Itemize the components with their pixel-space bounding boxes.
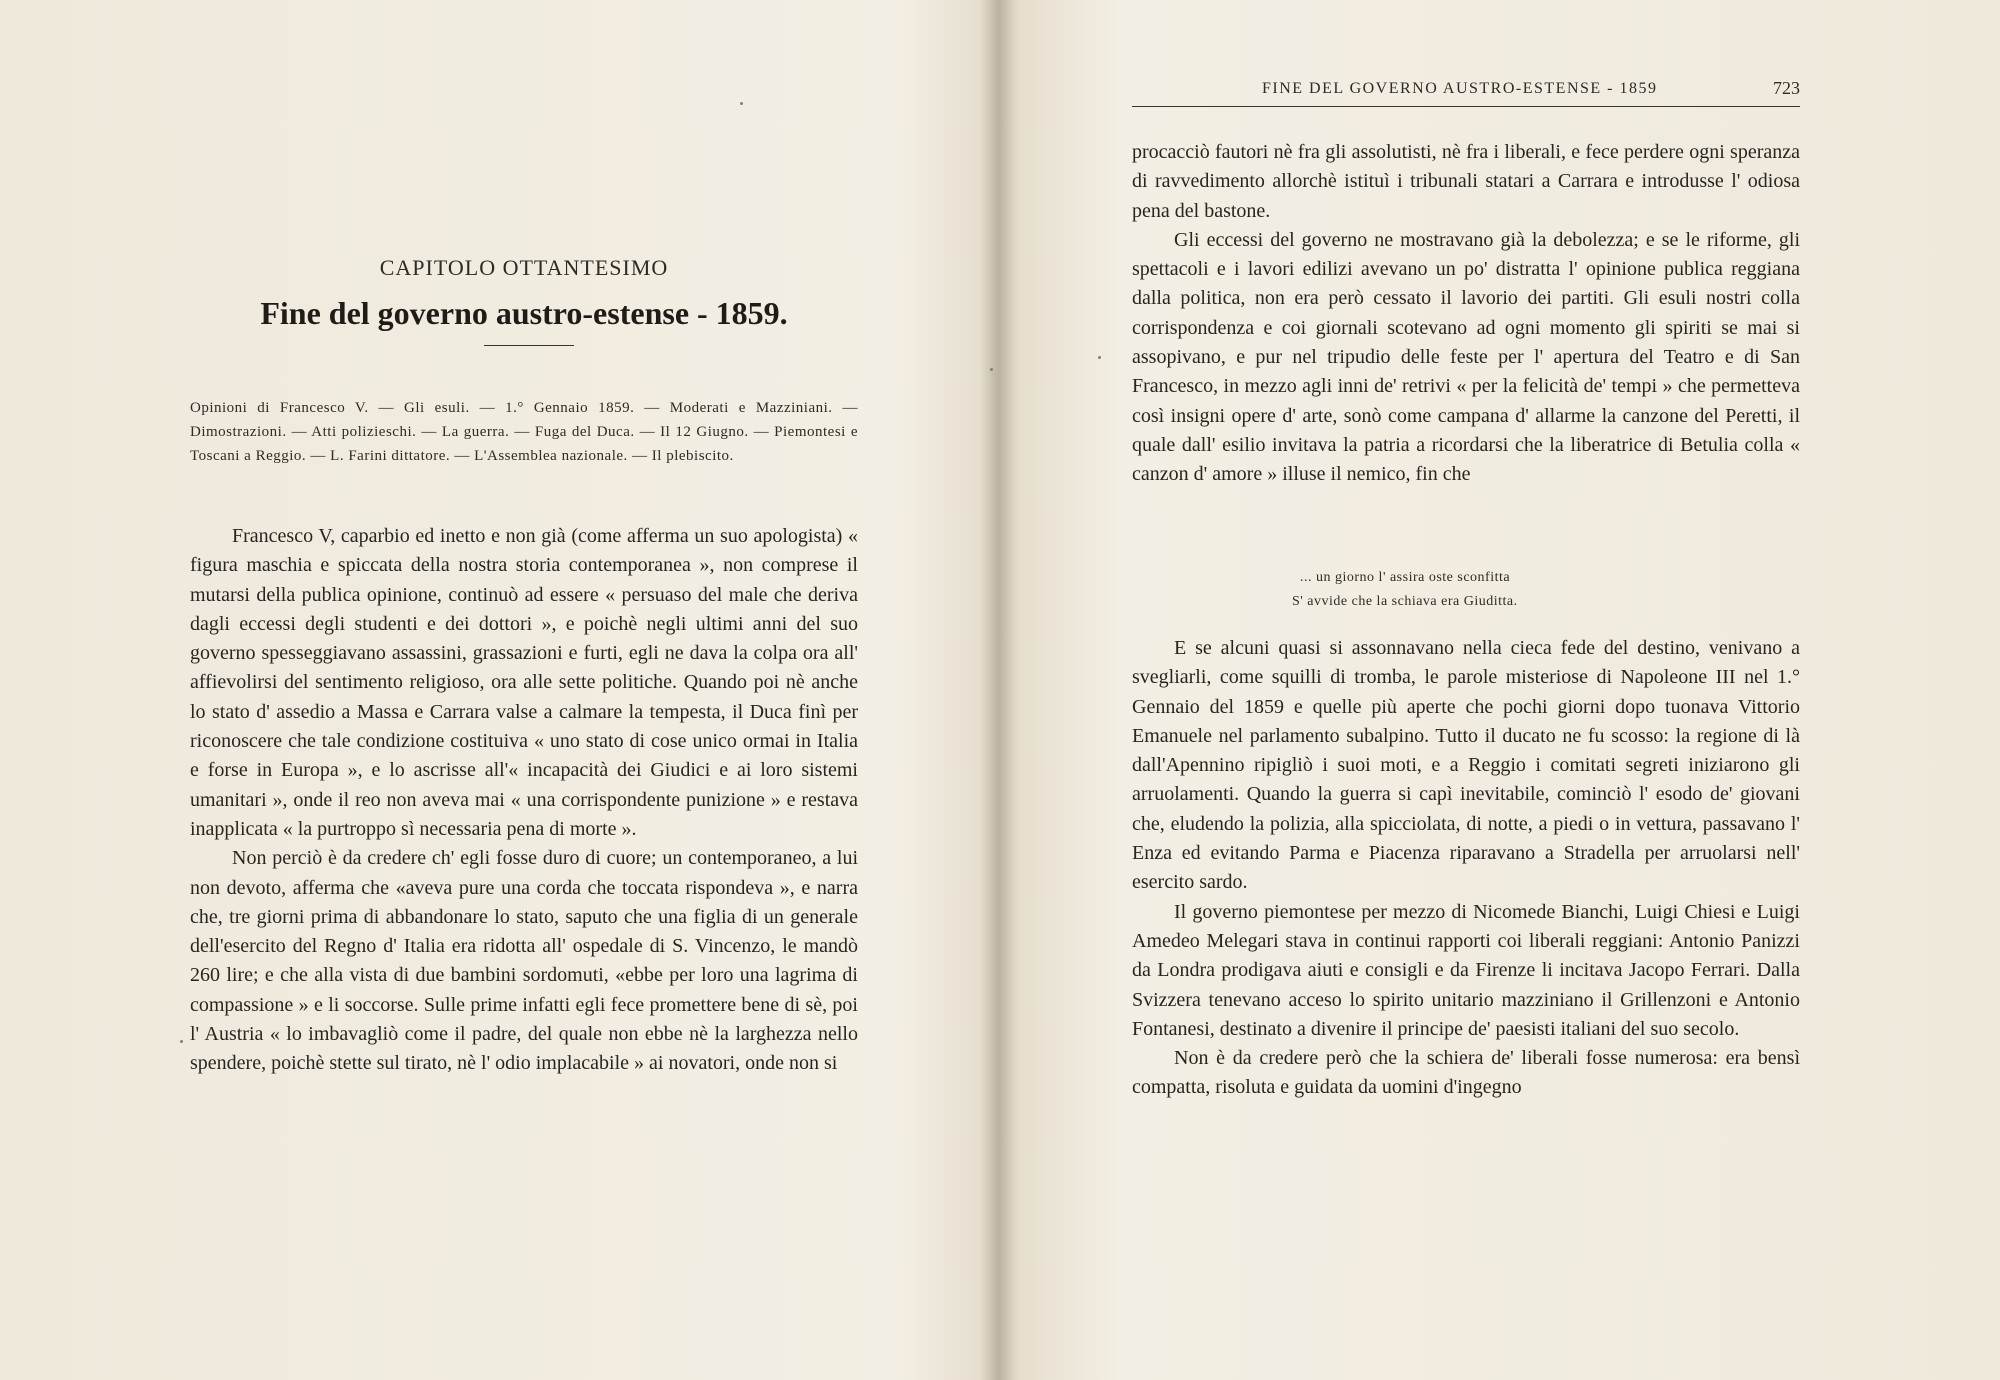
paragraph: procacciò fautori nè fra gli assolutisti, nè fra i liberali, e fece perdere ogni speranza di ravvedimento allorchè istituì i tribunali statari a Carrara e introdusse l' odiosa pena del bastone. [1132, 141, 1800, 222]
paper-speck [180, 1040, 183, 1043]
paper-speck [990, 368, 993, 371]
paragraph: Non perciò è da credere ch' egli fosse duro di cuore; un contemporaneo, a lui non devoto, afferma che «aveva pure una corda che toccata rispondeva », e narra che, tre giorni prima di abbandonare lo stato, saputo che una figlia di un generale dell'esercito del Regno d' Italia era ridotta all' ospedale di S. Vincenzo, le mandò 260 lire; e che alla vista di due bambini sordomuti, «ebbe per loro una lagrima di compassione » e li soccorse. Sulle prime infatti egli fece promettere bene di sè, poi l' Austria « lo imbavagliò come il padre, del quale non ebbe nè la larghezza nello spendere, poichè stette sul tirato, nè l' odio implacabile » ai novatori, onde non si [190, 847, 858, 1075]
right-body-text-bottom [1132, 634, 1800, 1103]
left-body-text [190, 522, 858, 1079]
running-head [1132, 80, 1800, 107]
right-page [1132, 0, 1800, 1380]
chapter-label: CAPITOLO OTTANTESIMO [379, 255, 669, 280]
running-head-title: FINE DEL GOVERNO AUSTRO-ESTENSE - 1859 [1262, 80, 1658, 97]
title-divider [484, 345, 574, 346]
paragraph: E se alcuni quasi si assonnavano nella cieca fede del destino, venivano a svegliarli, come squilli di tromba, le parole misteriose di Napoleone III nel 1.° Gennaio del 1859 e quelle più aperte che pochi giorni dopo tuonava Vittorio Emanuele nel parlamento subalpino. Tutto il ducato ne fu scosso: la regione di là dall'Apennino ripigliò i suoi moti, e a Reggio i comitati segreti iniziarono gli arruolamenti. Quando la guerra si capì inevitabile, cominciò l' esodo de' giovani che, eludendo la polizia, alla spicciolata, di notte, a piedi o in vettura, passavano l' Enza ed evitando Parma e Piacenza riparavano a Stradella per arruolarsi nell' esercito sardo. [1132, 637, 1800, 894]
paragraph: Francesco V, caparbio ed inetto e non già (come afferma un suo apologista) « figura maschia e spiccata della nostra storia contemporanea », non comprese il mutarsi della publica opinione, continuò ad essere « persuaso del male che deriva dagli eccessi degli studenti e dei dottori », e poichè negli ultimi anni del suo governo spesseggiavano assassini, grassazioni e furti, egli ne dava la colpa ora all' affievolirsi del sentimento religioso, ora alle sette politiche. Quando poi nè anche lo stato d' assedio a Massa e Carrara valse a calmare la tempesta, il Duca finì per riconoscere che tale condizione costituiva « uno stato di cose unico ormai in Italia e forse in Europa », e lo ascrisse all'« incapacità dei Giudici e ai loro sistemi umanitari », onde il reo non aveva mai « una corrispondente punizione » e restava inapplicata « la purtroppo sì necessaria pena di morte ». [190, 525, 858, 840]
paragraph: Gli eccessi del governo ne mostravano già la debolezza; e se le riforme, gli spettacoli e i lavori edilizi avevano un po' distratta l' opinione publica reggiana dalla politica, non era però cessato il lavorio dei partiti. Gli esuli nostri colla corrispondenza e coi giornali scotevano ad ogni momento gli spiriti se mai si assopivano, e pur nel tripudio delle feste per l' apertura del Teatro e di San Francesco, in mezzo agli inni de' retrivi « per la felicità de' tempi » che permetteva così insigni opere d' arte, sonò come campana d' allarme la canzone del Peretti, il quale dall' esilio invitava la patria a ricordarsi che la liberatrice di Betulia colla « canzon d' amore » illuse il nemico, fin che [1132, 228, 1800, 486]
chapter-title: Fine del governo austro-estense - 1859. [260, 295, 788, 331]
verse-line: S' avvide che la schiava era Giuditta. [1292, 594, 1518, 609]
page-number: 723 [1773, 78, 1800, 98]
verse-line: ... un giorno l' assira oste sconfitta [1300, 570, 1511, 585]
paper-speck [740, 102, 743, 105]
paragraph: Non è da credere però che la schiera de' liberali fosse numerosa: era bensì compatta, risoluta e guidata da uomini d'ingegno [1132, 1047, 1800, 1099]
left-page [190, 0, 858, 1380]
paragraph: Il governo piemontese per mezzo di Nicomede Bianchi, Luigi Chiesi e Luigi Amedeo Melegari stava in continui rapporti coi liberali reggiani: Antonio Panizzi da Londra prodigava aiuti e consigli e da Firenze li incitava Jacopo Ferrari. Dalla Svizzera tenevano acceso lo spirito unitario mazziniano il Grillenzoni e Antonio Fontanesi, destinato a divenire il principe de' paesisti italiani del suo secolo. [1132, 900, 1800, 1040]
verse-quote [1292, 566, 1712, 614]
right-body-text-top [1132, 138, 1800, 490]
book-gutter [980, 0, 1016, 1380]
paper-speck [1098, 356, 1101, 359]
chapter-summary: Opinioni di Francesco V. — Gli esuli. — 1.° Gennaio 1859. — Moderati e Mazziniani. — Dimostrazioni. — Atti polizieschi. — La guerra. — Fuga del Duca. — Il 12 Giugno. — Piemontesi e Toscani a Reggio. — L. Farini dittatore. — L'Assemblea nazionale. — Il plebiscito. [190, 400, 858, 464]
